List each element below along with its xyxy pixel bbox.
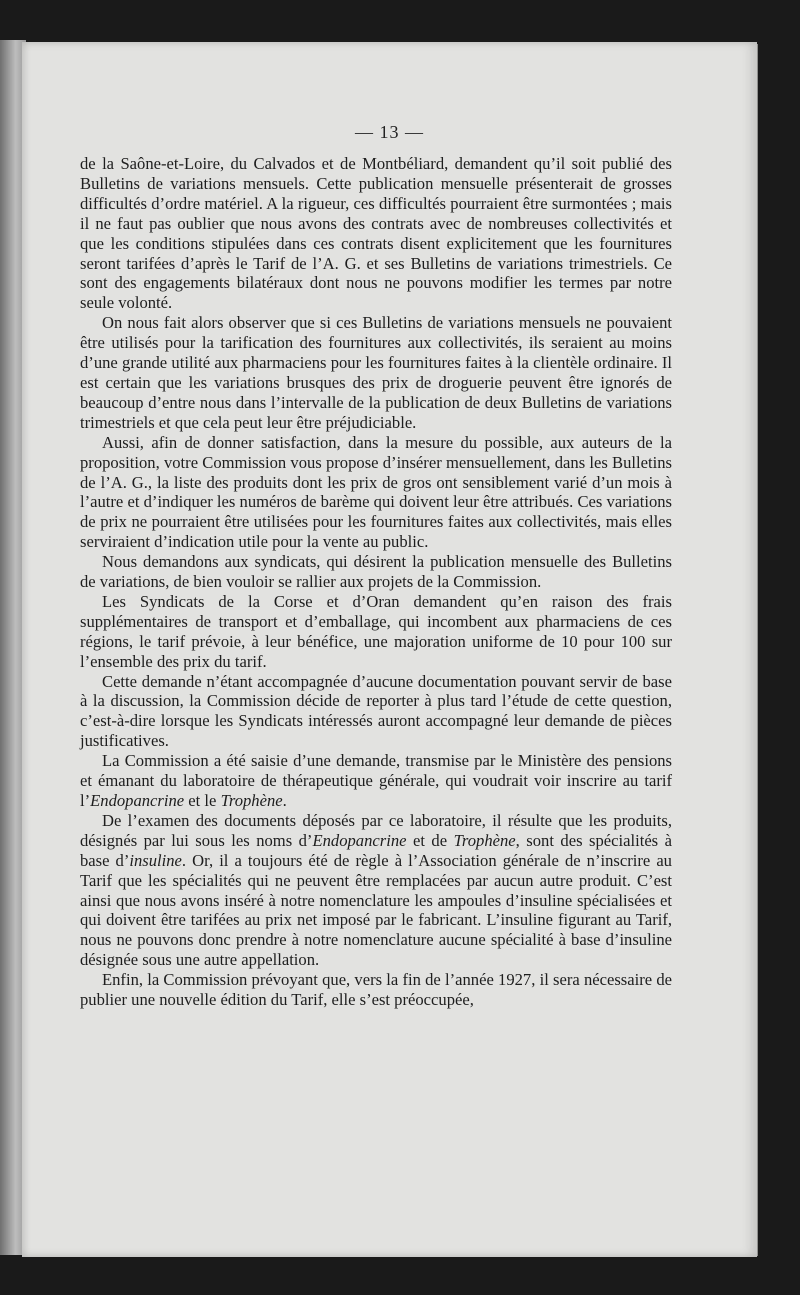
page-number: — 13 — xyxy=(355,122,424,142)
paragraph-7: La Commission a été saisie d’une demande, transmise par le Ministère des pensions et émanant du laboratoire de thérapeutique générale, qui voudrait voir inscrire au tarif l’Endopancrine et le Trophène. xyxy=(80,751,672,810)
paragraph-9: Enfin, la Commission prévoyant que, vers la fin de l’année 1927, il sera nécessaire de publier une nouvelle édition du Tarif, elle s’est préoccupée, xyxy=(80,970,672,1010)
paragraph-3: Aussi, afin de donner satisfaction, dans la mesure du possible, aux auteurs de la proposition, votre Commission vous propose d’insérer mensuellement, dans les Bulletins de l’A. G., la liste des produits dont les prix de gros ont sensiblement varié d’un mois à l’autre et d’indiquer les numéros de barème qui doivent leur être attribués. Ces variations de prix ne pourraient être utilisées pour les fournitures faites aux collectivités, mais elles serviraient d’indication utile pour la vente au public. xyxy=(80,432,672,552)
paragraph-6: Cette demande n’étant accompagnée d’aucune documentation pouvant servir de base à la discussion, la Commission décide de reporter à plus tard l’étude de cette question, c’est-à-dire lorsque les Syndicats intéressés auront accompagné leur demande de pièces justificatives. xyxy=(80,671,672,751)
paragraph-5: Les Syndicats de la Corse et d’Oran demandent qu’en raison des frais supplémentaires de transport et d’emballage, qui incombent aux pharmaciens de ces régions, le tarif prévoie, à leur bénéfice, une majoration uniforme de 10 pour 100 sur l’ensemble des prix du tarif. xyxy=(80,591,672,671)
body-text xyxy=(80,154,672,1010)
document-page xyxy=(22,42,757,1257)
paragraph-1: de la Saône-et-Loire, du Calvados et de Montbéliard, demandent qu’il soit publié des Bulletins de variations mensuels. Cette publication mensuelle présenterait de grosses difficultés d’ordre matériel. A la rigueur, ces difficultés pourraient être surmontées ; mais il ne faut pas oublier que nous avons des contrats avec de nombreuses collectivités et que les conditions stipulées dans ces contrats disent explicitement que les fournitures seront tarifées d’après le Tarif de l’A. G. et ses Bulletins de variations trimestriels. Ce sont des engagements bilatéraux dont nous ne pouvons modifier les termes par notre seule volonté. xyxy=(80,154,672,313)
paragraph-8: De l’examen des documents déposés par ce laboratoire, il résulte que les produits, désignés par lui sous les noms d’Endopancrine et de Trophène, sont des spécialités à base d’insuline. Or, il a toujours été de règle à l’Association générale de n’inscrire au Tarif que les spécialités qui ne peuvent être remplacées par aucun autre produit. C’est ainsi que nous avons inséré à notre nomenclature les ampoules d’insuline spécialisées et qui doivent être tarifées au prix net imposé par le fabricant. L’insuline figurant au Tarif, nous ne pouvons donc prendre à notre nomenclature aucune spécialité à base d’insuline désignée sous une autre appellation. xyxy=(80,810,672,970)
paragraph-2: On nous fait alors observer que si ces Bulletins de variations mensuels ne pouvaient être utilisés pour la tarification des fournitures aux collectivités, ils seraient au moins d’une grande utilité aux pharmaciens pour les fournitures faites à la clientèle ordinaire. Il est certain que les variations brusques des prix de droguerie peuvent être ignorés de beaucoup d’entre nous dans l’intervalle de la publication de deux Bulletins de variations trimestriels et que cela peut leur être préjudiciable. xyxy=(80,313,672,432)
paragraph-4: Nous demandons aux syndicats, qui désirent la publication mensuelle des Bulletins de variations, de bien vouloir se rallier aux projets de la Commission. xyxy=(80,552,672,592)
